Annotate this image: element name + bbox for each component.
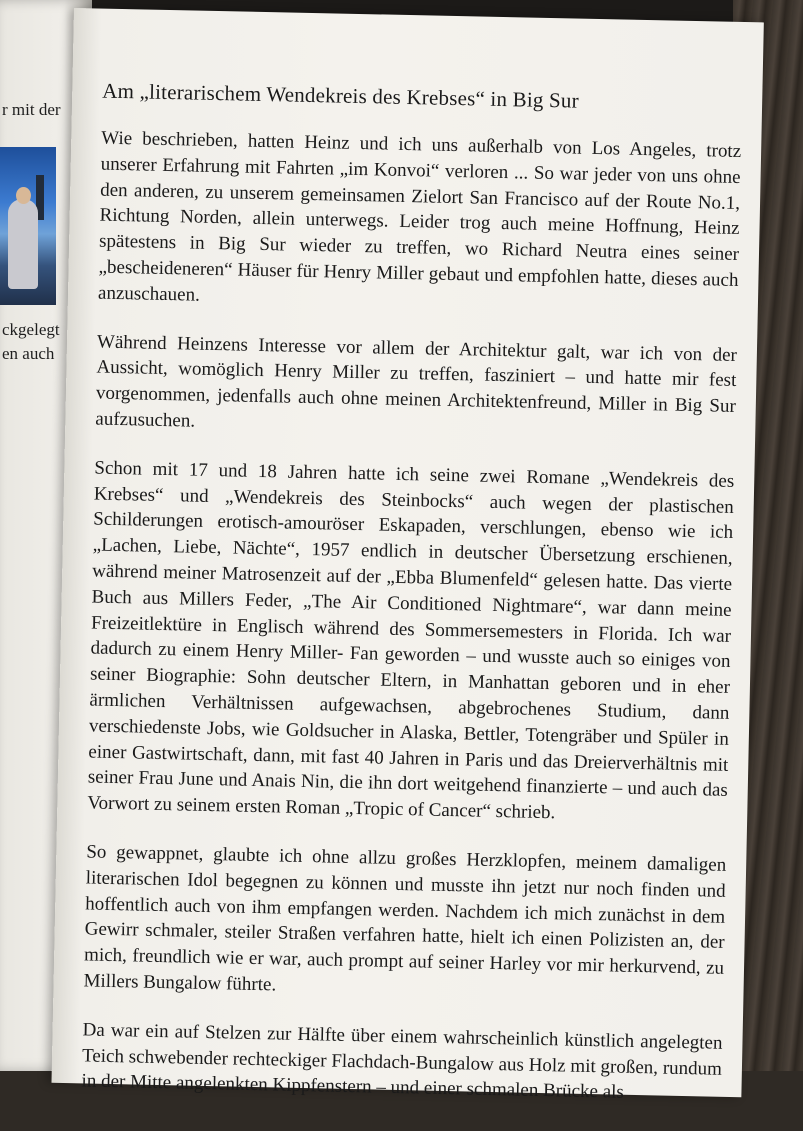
paragraph: So gewappnet, glaubte ich ohne allzu großes Herzklopfen, meinem damaligen literarischen Idol begegnen zu können und musste ihn jetzt nur noch finden und hoffentlich auch von ihm empfangen werden. Nachdem ich mich zunächst in dem Gewirr schmaler, steiler Straßen verfahren hatte, hielt ich einen Polizisten an, der mich, freundlich wie er war, auch prompt auf seiner Harley vor mir herkurvend, zu Millers Bungalow führte.	[83, 841, 727, 996]
photo-person-shape	[8, 199, 38, 289]
left-page-text-line: en auch	[2, 344, 55, 363]
left-page-text-line: r mit der	[2, 100, 61, 119]
left-page-text-line: ckgelegt	[2, 320, 60, 339]
paragraph: Während Heinzens Interesse vor allem der Architektur galt, war ich von der Aussicht, womöglich Henry Miller zu treffen, fasziniert – und hatte mir fest vorgenommen, jedenfalls auch ohne meinen Architektenfreund, Miller in Big Sur aufzusuchen.	[95, 331, 738, 432]
paragraph: Da war ein auf Stelzen zur Hälfte über einem wahrscheinlich künstlich angelegten Teich schwebender rechteckiger Flachdach-Bungalow aus Holz mit großen, rundum in der Mitte angelenkten Kippfenstern – und einer schmalen Brücke als	[81, 1019, 723, 1104]
left-page-photo	[0, 147, 56, 305]
page-content	[81, 79, 743, 1131]
paragraph: Wie beschrieben, hatten Heinz und ich uns außerhalb von Los Angeles, trotz unserer Erfahrung mit Fahrten „im Konvoi“ verloren ... So war jeder von uns ohne den anderen, zu unserem gemeinsamen Zielort San Francisco auf der Route No.1, Richtung Norden, allein unterwegs. Leider trog auch meine Hoffnung, Heinz spätestens in Big Sur wieder zu treffen, wo Richard Neutra eines seiner „bescheideneren“ Häuser für Henry Miller gebaut und empfohlen hatte, dieses auch anzuschauen.	[97, 127, 742, 306]
right-book-page	[51, 8, 763, 1104]
section-heading: Am „literarischem Wendekreis des Krebses“ in Big Sur	[102, 78, 580, 113]
photo-person-head	[16, 187, 31, 204]
paragraph: Schon mit 17 und 18 Jahren hatte ich seine zwei Romane „Wendekreis des Krebses“ und „Wendekreis des Steinbocks“ auch wegen der plastischen Schilderungen erotisch-amouröser Eskapaden, verschlungen, ebenso wie ich „Lachen, Liebe, Nächte“, 1957 endlich in deutscher Übersetzung erschienen, während meiner Matrosenzeit auf der „Ebba Blumenfeld“ gelesen hatte. Das vierte Buch aus Millers Feder, „The Air Conditioned Nightmare“, war dann meine Freizeitlektüre in Englisch während des Sommersemesters in Florida. Ich war dadurch zu einem Henry Miller- Fan geworden – und wusste auch so einiges von seiner Biographie: Sohn deutscher Eltern, in Manhattan geboren und in eher ärmlichen Verhältnissen aufgewachsen, abgebrochenes Studium, dann verschiedenste Jobs, wie Goldsucher in Alaska, Bettler, Totengräber und Spüler in einer Gastwirtschaft, dann, mit fast 40 Jahren in Paris und das Dreierverhältnis mit seiner Frau June und Anais Nin, die ihn dort weitgehend finanzierte – und auch das Vorwort zu seinem ersten Roman „Tropic of Cancer“ schrieb.	[87, 457, 735, 824]
